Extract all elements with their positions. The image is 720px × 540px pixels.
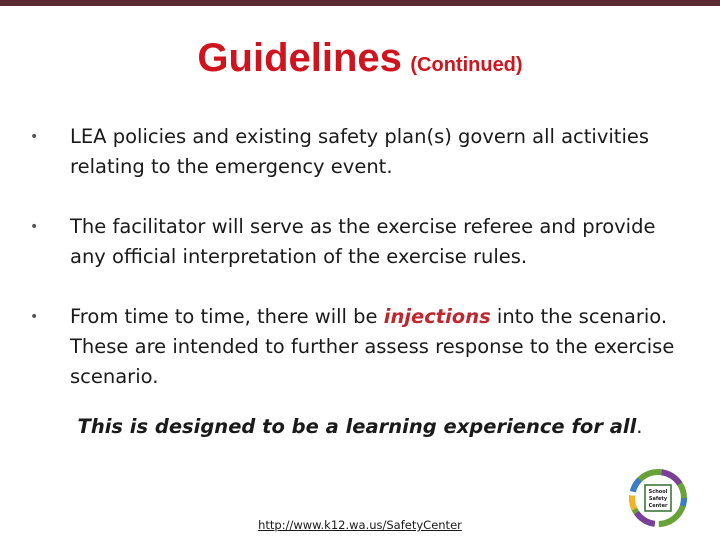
logo-text-line1: School — [648, 489, 668, 495]
bullet-dot-icon: • — [30, 309, 39, 325]
logo-text-line3: Center — [648, 503, 668, 509]
logo-text-line2: Safety — [648, 496, 668, 502]
title-main: Guidelines — [197, 36, 402, 80]
bullet-item-facilitator — [30, 212, 690, 272]
bullet-item-injections — [30, 302, 690, 392]
bullet-item-policies — [30, 122, 690, 182]
closing-text: This is designed to be a learning experience for all — [77, 415, 637, 438]
closing-statement — [0, 415, 720, 438]
injections-highlight: injections — [383, 305, 491, 328]
bullet-list — [30, 122, 690, 422]
bullet-text: The facilitator will serve as the exercise referee and provide any official interpretation of the exercise rules. — [70, 215, 656, 268]
bullet-text-after: into the scenario. These are intended to further assess response to the exercise scenario. — [70, 305, 675, 388]
bullet-dot-icon: • — [30, 129, 39, 145]
footer-url-link[interactable]: http://www.k12.wa.us/SafetyCenter — [258, 518, 462, 532]
bullet-text: LEA policies and existing safety plan(s) govern all activities relating to the emergency event. — [70, 125, 650, 178]
bullet-text-before: From time to time, there will be — [70, 305, 384, 328]
title-subtitle: (Continued) — [410, 54, 523, 76]
page-title — [0, 36, 720, 81]
top-border-bar — [0, 0, 720, 6]
bullet-dot-icon: • — [30, 219, 39, 235]
safety-center-logo-icon — [628, 468, 688, 528]
closing-period: . — [636, 415, 643, 438]
